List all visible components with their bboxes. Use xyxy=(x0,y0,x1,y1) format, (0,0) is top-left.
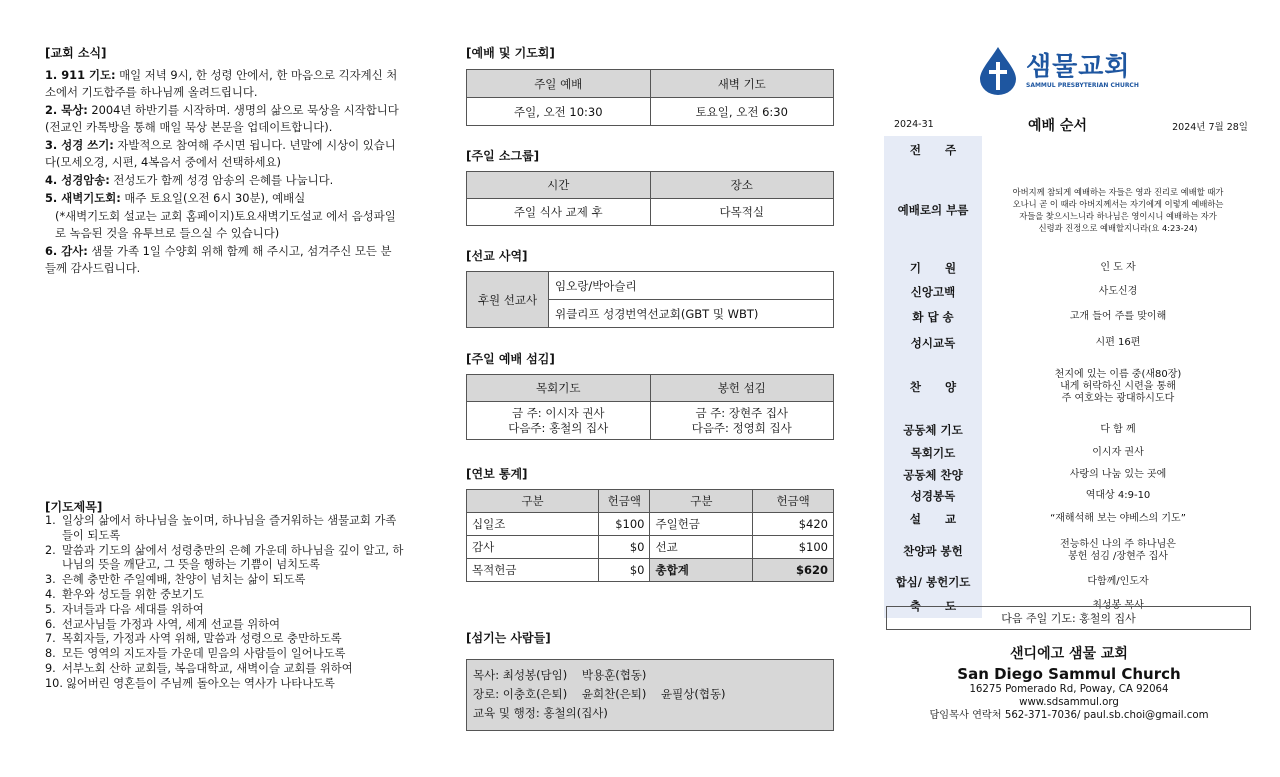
small-group-header-place: 장소 xyxy=(650,172,834,199)
order-row xyxy=(884,280,1254,304)
order-row-value: 역대상 4:9-10 xyxy=(1085,489,1151,501)
prayer-item xyxy=(45,603,405,618)
people-elders: 장로: 이충호(은퇴) 윤희찬(은퇴) 윤필상(협동) xyxy=(473,687,726,701)
people-pastors: 목사: 최성봉(담임) 박용훈(협동) xyxy=(473,668,647,682)
order-row-label: 신앙고백 xyxy=(884,280,982,304)
news-item-text: 전성도가 함께 성경 암송의 은혜를 나눕니다. xyxy=(109,173,334,187)
order-meta xyxy=(884,113,1254,135)
prayer-item-number: 6. xyxy=(45,617,56,631)
mission-row: 위클리프 성경번역선교회(GBT 및 WBT) xyxy=(549,300,834,328)
stats-cell: $100 xyxy=(753,536,834,559)
news-item xyxy=(45,137,399,171)
news-item-label: 4. 성경암송: xyxy=(45,173,110,187)
order-row xyxy=(884,330,1254,356)
stats-cell: $0 xyxy=(599,559,650,582)
prayer-item xyxy=(45,514,405,544)
stats-cell: 주일헌금 xyxy=(650,513,753,536)
prayer-item-number: 9. xyxy=(45,661,56,675)
prayer-item-text: 목회자들, 가정과 사역 위해, 말씀과 성령으로 충만하도록 xyxy=(62,632,342,646)
order-row-label: 예배로의 부름 xyxy=(884,164,982,256)
prayer-item xyxy=(45,677,405,692)
order-row-label: 화 답 송 xyxy=(884,304,982,330)
stats-cell: 선교 xyxy=(650,536,753,559)
prayer-item xyxy=(45,544,405,574)
order-row-value: 이시자 권사 xyxy=(1092,447,1144,458)
order-title: 예배 순서 xyxy=(1028,118,1087,134)
prayer-item-number: 7. xyxy=(45,632,56,646)
serve-header-offering: 봉헌 섬김 xyxy=(650,375,834,402)
prayer-item-text: 환우와 성도들 위한 중보기도 xyxy=(62,587,204,601)
order-row-label: 전 주 xyxy=(884,136,982,164)
mission-title: [선교 사역] xyxy=(466,249,528,263)
order-row xyxy=(884,442,1254,464)
order-row-label: 찬양과 봉헌 xyxy=(884,532,982,570)
prayer-item-text: 선교사님들 가정과 사역, 세계 선교를 위하여 xyxy=(62,617,280,631)
order-row-value: 다함께/인도자 xyxy=(1087,576,1149,587)
worship-table xyxy=(466,69,834,126)
church-name-ko: 샌디에고 샘물 교회 xyxy=(1010,646,1128,662)
order-row-value: 최성봉 목사 xyxy=(1092,600,1144,611)
news-item xyxy=(45,208,399,242)
news-list xyxy=(45,67,399,278)
prayer-list xyxy=(45,514,405,692)
order-row-label: 성경봉독 xyxy=(884,485,982,506)
order-row-value: 아버지께 참되게 예배하는 자들은 영과 진리로 예배할 때가 오나니 곧 이 때라 아버지께서는 자기에게 이렇게 예배하는 자들을 찾으시느니라 하나님은 영이시니 예배하는 자가 신령과 진정으로 예배할지니라(요 4:23-24) xyxy=(1012,187,1224,233)
order-row xyxy=(884,256,1254,280)
order-row-label: 설 교 xyxy=(884,506,982,532)
prayer-item-text: 일상의 삶에서 하나님을 높이며, 하나님을 즐거워하는 샘물교회 가족들이 되도록 xyxy=(62,514,397,542)
stats-table xyxy=(466,489,834,582)
order-row-value: 전능하신 나의 주 하나님은 봉헌 섬김 /장현주 집사 xyxy=(1060,539,1176,562)
serve-offering-next-week: 다음주: 정영희 집사 xyxy=(691,420,792,435)
small-group-value-time: 주일 식사 교제 후 xyxy=(467,199,651,226)
church-info xyxy=(884,643,1254,722)
stats-header: 헌금액 xyxy=(599,490,650,513)
order-row-value: 사랑의 나눔 있는 곳에 xyxy=(1069,468,1167,480)
logo-name: 샘물교회 xyxy=(1026,52,1131,82)
mission-table xyxy=(466,271,834,328)
order-row-value: 인 도 자 xyxy=(1100,262,1136,273)
prayer-item-number: 4. xyxy=(45,587,56,601)
news-item-label: 3. 성경 쓰기: xyxy=(45,138,114,152)
order-row xyxy=(884,136,1254,164)
table-row xyxy=(467,559,834,582)
stats-cell: $100 xyxy=(599,513,650,536)
church-name-en: San Diego Sammul Church xyxy=(957,665,1181,683)
serve-prayer-cell xyxy=(467,402,651,440)
order-date: 2024년 7월 28일 xyxy=(1172,122,1248,133)
serve-prayer-this-week: 금 주: 이시자 권사 xyxy=(511,405,605,420)
news-item-text: 2004년 하반기를 시작하며. 생명의 삶으로 묵상을 시작합니다(전교인 카톡방을 통해 매일 묵상 본문을 업데이트합니다). xyxy=(45,103,399,134)
news-item-text: 매일 저녁 9시, 한 성령 안에서, 한 마음으로 긱자계신 처소에서 기도합주를 하나님께 올려드립니다. xyxy=(45,68,398,99)
prayer-item-number: 5. xyxy=(45,602,56,616)
order-row xyxy=(884,532,1254,570)
order-row-label: 공동체 기도 xyxy=(884,418,982,442)
order-row-label: 합심/ 봉헌기도 xyxy=(884,570,982,594)
people-title: [섬기는 사람들] xyxy=(466,631,551,645)
worship-header-sunday: 주일 예배 xyxy=(467,70,651,98)
order-row-value: 다 함 께 xyxy=(1100,424,1136,435)
church-logo xyxy=(976,44,1156,100)
prayer-item-number: 1. xyxy=(45,514,56,527)
order-row xyxy=(884,570,1254,594)
people-staff: 교육 및 행정: 홍철의(집사) xyxy=(473,706,608,720)
order-row xyxy=(884,506,1254,532)
serve-table xyxy=(466,374,834,440)
worship-value-dawn: 토요일, 오전 6:30 xyxy=(650,98,834,126)
news-item-label: 2. 묵상: xyxy=(45,103,88,117)
prayer-item-text: 자녀들과 다음 세대를 위하여 xyxy=(62,602,204,616)
worship-header-dawn: 새벽 기도 xyxy=(650,70,834,98)
table-row xyxy=(467,513,834,536)
worship-title: [예배 및 기도회] xyxy=(466,46,555,60)
order-row xyxy=(884,418,1254,442)
serve-offering-cell xyxy=(650,402,834,440)
order-row-label: 기 원 xyxy=(884,256,982,280)
order-row-value: 천지에 있는 이름 중(새80장) 내게 허락하신 시련을 통해 주 여호와는 광대하시도다 xyxy=(1054,369,1182,404)
news-item xyxy=(45,190,399,207)
stats-cell: 목적헌금 xyxy=(467,559,599,582)
prayer-item-number: 3. xyxy=(45,573,56,587)
order-table xyxy=(884,136,1254,618)
order-row-value: 고개 들어 주를 맞이해 xyxy=(1069,311,1167,322)
church-contact: 담임목사 연락처 562-371-7036/ paul.sb.choi@gmail.com xyxy=(929,710,1209,721)
stats-header: 구분 xyxy=(467,490,599,513)
news-item xyxy=(45,67,399,101)
prayer-item-text: 말씀과 기도의 삶에서 성령충만의 은혜 가운데 하나님을 깊이 알고, 하나님의 뜻을 깨닫고, 그 뜻을 행하는 기쁨이 넘치도록 xyxy=(62,543,404,572)
serve-prayer-next-week: 다음주: 홍철의 집사 xyxy=(508,420,609,435)
order-row xyxy=(884,464,1254,485)
prayer-item-number: 8. xyxy=(45,647,56,661)
cross-drop-icon xyxy=(978,46,1018,96)
news-item xyxy=(45,172,399,189)
order-row-label: 성시교독 xyxy=(884,330,982,356)
mission-head: 후원 선교사 xyxy=(467,272,549,328)
order-row xyxy=(884,164,1254,256)
order-row xyxy=(884,485,1254,506)
small-group-table xyxy=(466,171,834,226)
prayer-item xyxy=(45,573,405,588)
order-row xyxy=(884,304,1254,330)
serve-offering-this-week: 금 주: 장현주 집사 xyxy=(695,405,789,420)
prayer-item xyxy=(45,632,405,647)
prayer-item xyxy=(45,647,405,662)
small-group-value-place: 다목적실 xyxy=(650,199,834,226)
order-row-label: 공동체 찬양 xyxy=(884,464,982,485)
order-row-label: 목회기도 xyxy=(884,442,982,464)
order-row-value: 시편 16편 xyxy=(1095,337,1141,348)
prayer-item xyxy=(45,618,405,633)
news-item-label: 5. 새벽기도회: xyxy=(45,191,121,205)
worship-value-sunday: 주일, 오전 10:30 xyxy=(467,98,651,126)
small-group-header-time: 시간 xyxy=(467,172,651,199)
news-item-text: 샘물 가족 1일 수양회 위해 함께 해 주시고, 섬겨주신 모든 분들께 감사드립니다. xyxy=(45,244,392,275)
logo-subtitle: SAMMUL PRESBYTERIAN CHURCH xyxy=(1026,82,1139,89)
stats-cell: $420 xyxy=(753,513,834,536)
news-item-label: 6. 감사: xyxy=(45,244,88,258)
news-item-text: 매주 토요일(오전 6시 30분), 예배실 xyxy=(120,191,306,205)
prayer-item-text: 서부노회 산하 교회들, 복음대학교, 새벽이슬 교회를 위하여 xyxy=(62,661,353,675)
next-week-prayer: 다음 주일 기도: 홍철의 집사 xyxy=(886,606,1251,630)
stats-cell: 십일조 xyxy=(467,513,599,536)
stats-header: 구분 xyxy=(650,490,753,513)
stats-cell: 감사 xyxy=(467,536,599,559)
order-number: 2024-31 xyxy=(894,119,934,130)
church-address: 16275 Pomerado Rd, Poway, CA 92064 xyxy=(969,684,1169,695)
stats-header: 헌금액 xyxy=(753,490,834,513)
order-row xyxy=(884,356,1254,418)
order-row-label: 축 도 xyxy=(884,594,982,618)
table-row xyxy=(467,536,834,559)
news-item xyxy=(45,243,399,277)
prayer-item-text: 은혜 충만한 주일예배, 찬양이 넘치는 삶이 되도록 xyxy=(62,573,306,587)
news-title: [교회 소식] xyxy=(45,46,107,60)
serve-title: [주일 예배 섬김] xyxy=(466,352,555,366)
order-row-value: 사도신경 xyxy=(1098,286,1138,297)
prayer-item xyxy=(45,662,405,677)
news-item-label: 1. 911 기도: xyxy=(45,68,116,82)
prayer-title: [기도제목] xyxy=(45,500,103,514)
stats-cell: $0 xyxy=(599,536,650,559)
mission-row: 임오랑/박아슬리 xyxy=(549,272,834,300)
people-box xyxy=(466,659,834,731)
order-row-value xyxy=(982,136,1254,164)
stats-title: [연보 통계] xyxy=(466,467,528,481)
stats-total-label: 총합계 xyxy=(650,559,753,582)
prayer-item xyxy=(45,588,405,603)
prayer-item-number: 10. xyxy=(45,676,63,690)
stats-total-value: $620 xyxy=(753,559,834,582)
church-website: www.sdsammul.org xyxy=(1019,697,1119,708)
news-item-text: 자발적으로 참여해 주시면 됩니다. 년말에 시상이 있습니다(모세오경, 시편, 4복음서 중에서 선택하세요) xyxy=(45,138,396,169)
prayer-item-number: 2. xyxy=(45,543,56,557)
prayer-item-text: 잃어버린 영혼들이 주님께 돌아오는 역사가 나타나도록 xyxy=(66,676,335,690)
order-row-label: 찬 양 xyxy=(884,356,982,418)
serve-header-prayer: 목회기도 xyxy=(467,375,651,402)
news-item-text: (*새벽기도회 설교는 교회 홈페이지)토요새벽기도설교 에서 음성파일로 녹음된 것을 유투브로 들으실 수 있습니다) xyxy=(55,209,396,240)
news-item xyxy=(45,102,399,136)
small-group-title: [주일 소그룹] xyxy=(466,149,540,163)
prayer-item-text: 모든 영역의 지도자들 가운데 믿음의 사람들이 일어나도록 xyxy=(62,647,346,661)
order-row-value: “재해석해 보는 야베스의 기도” xyxy=(1050,513,1186,524)
